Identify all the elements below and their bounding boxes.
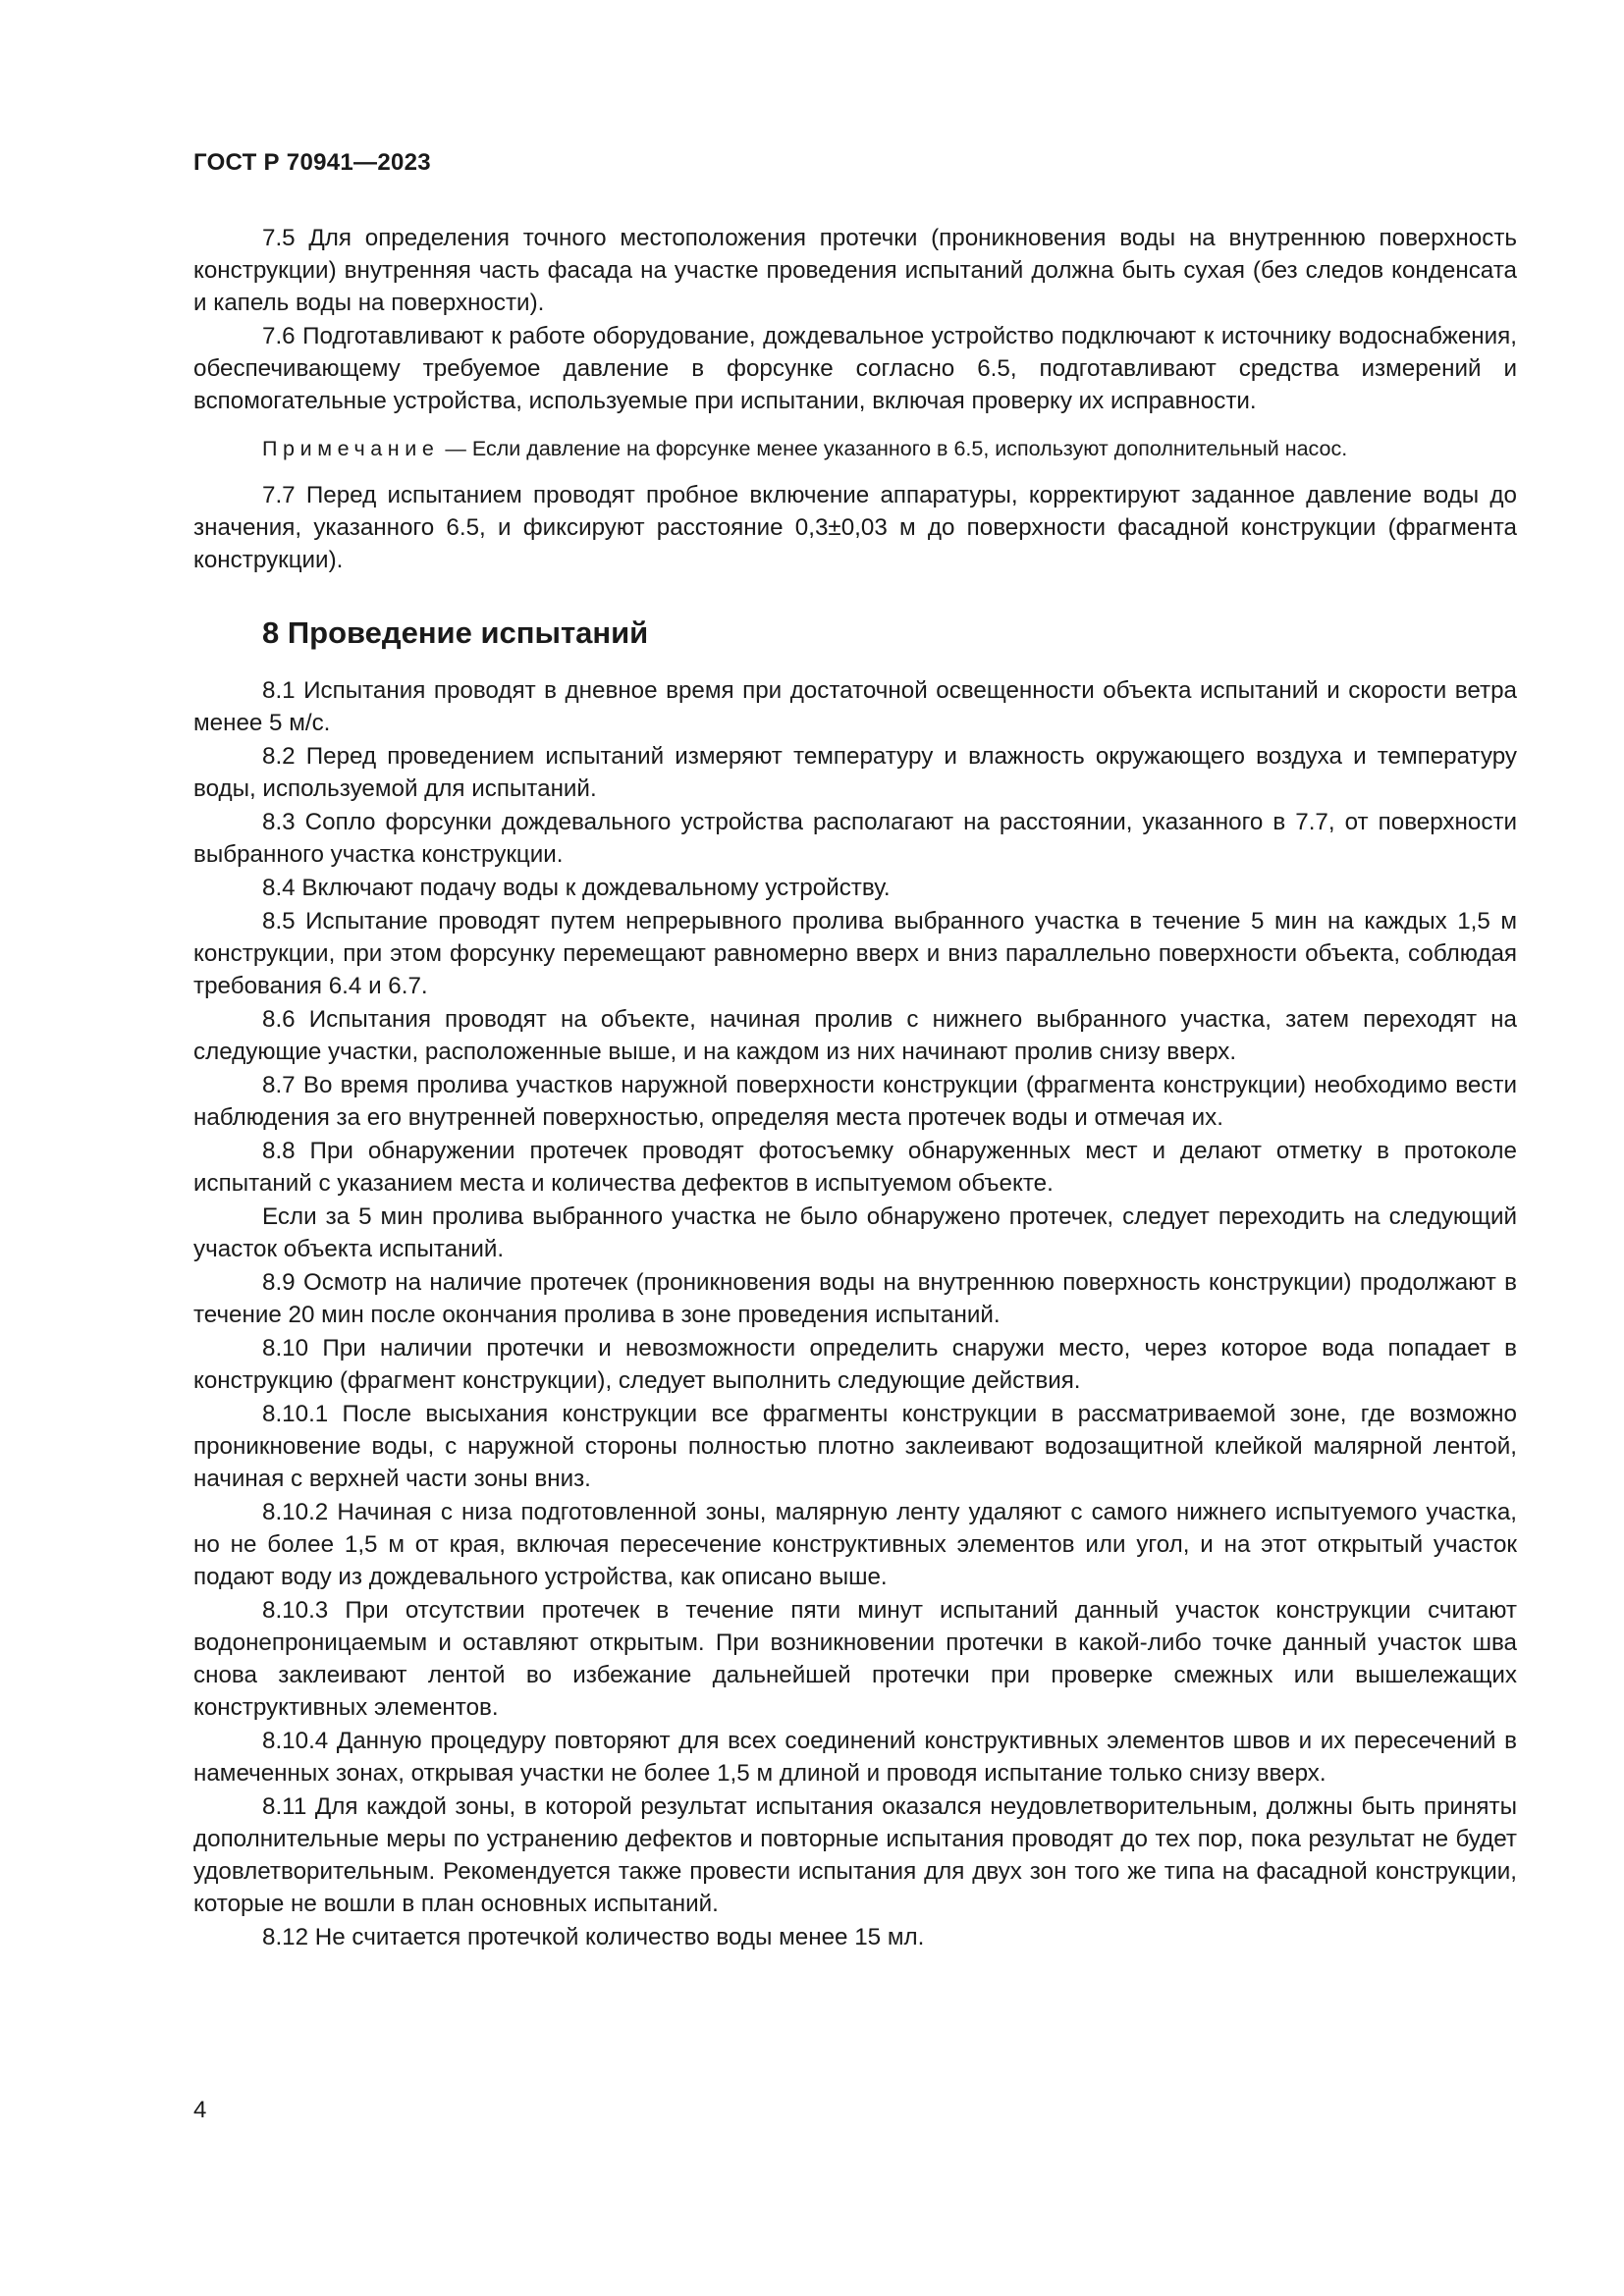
paragraph-8-10: 8.10 При наличии протечки и невозможности определить снаружи место, через которое вода попадает в конструкцию (фрагмент конструкции), следует выполнить следующие действия.	[193, 1335, 1517, 1394]
paragraph-8-11: 8.11 Для каждой зоны, в которой результат испытания оказался неудовлетворительным, должны быть приняты дополнительные меры по устранению дефектов и повторные испытания проводят до тех пор, пока результат не будет удовлетворительным. Рекомендуется также провести испытания для двух зон того же типа на фасадной конструкции, которые не вошли в план основных испытаний.	[193, 1793, 1517, 1917]
note-text: — Если давление на форсунке менее указанного в 6.5, используют дополнительный насос.	[439, 437, 1348, 460]
paragraph-8-6: 8.6 Испытания проводят на объекте, начиная пролив с нижнего выбранного участка, затем переходят на следующие участки, расположенные выше, и на каждом из них начинают пролив снизу вверх.	[193, 1006, 1517, 1065]
paragraph-8-2: 8.2 Перед проведением испытаний измеряют температуру и влажность окружающего воздуха и температуру воды, используемой для испытаний.	[193, 743, 1517, 802]
paragraph-8-12: 8.12 Не считается протечкой количество воды менее 15 мл.	[262, 1924, 925, 1950]
document-code-header: ГОСТ Р 70941—2023	[193, 149, 431, 176]
note-label: Примечание	[262, 437, 440, 460]
document-body	[193, 222, 1517, 1953]
paragraph-7-5: 7.5 Для определения точного местоположения протечки (проникновения воды на внутреннюю поверхность конструкции) внутренняя часть фасада на участке проведения испытаний должна быть сухая (без следов конденсата и капель воды на поверхности).	[193, 225, 1517, 316]
paragraph-8-4: 8.4 Включают подачу воды к дождевальному устройству.	[262, 875, 891, 901]
paragraph-8-8: 8.8 При обнаружении протечек проводят фотосъемку обнаруженных мест и делают отметку в протоколе испытаний с указанием места и количества дефектов в испытуемом объекте.	[193, 1138, 1517, 1197]
paragraph-7-6: 7.6 Подготавливают к работе оборудование, дождевальное устройство подключают к источнику водоснабжения, обеспечивающему требуемое давление в форсунке согласно 6.5, подготавливают средства измерений и вспомогательные устройства, используемые при испытании, включая проверку их исправности.	[193, 323, 1517, 414]
section-title: 8 Проведение испытаний	[262, 615, 649, 650]
paragraph-8-9: 8.9 Осмотр на наличие протечек (проникновения воды на внутреннюю поверхность конструкции) продолжают в течение 20 мин после окончания пролива в зоне проведения испытаний.	[193, 1269, 1517, 1328]
paragraph-8-8-continued: Если за 5 мин пролива выбранного участка не было обнаружено протечек, следует переходить на следующий участок объекта испытаний.	[193, 1203, 1517, 1262]
paragraph-8-10-1: 8.10.1 После высыхания конструкции все фрагменты конструкции в рассматриваемой зоне, где возможно проникновение воды, с наружной стороны полностью плотно заклеивают водозащитной клейкой малярной лентой, начиная с верхней части зоны вниз.	[193, 1401, 1517, 1492]
note-paragraph	[193, 433, 1517, 465]
paragraph-8-10-4: 8.10.4 Данную процедуру повторяют для всех соединений конструктивных элементов швов и их пересечений в намеченных зонах, открывая участки не более 1,5 м длиной и проводя испытание только снизу вверх.	[193, 1728, 1517, 1787]
page-number: 4	[193, 2097, 207, 2123]
paragraph-8-3: 8.3 Сопло форсунки дождевального устройства располагают на расстоянии, указанного в 7.7, от поверхности выбранного участка конструкции.	[193, 809, 1517, 868]
paragraph-8-7: 8.7 Во время пролива участков наружной поверхности конструкции (фрагмента конструкции) необходимо вести наблюдения за его внутренней поверхностью, определяя места протечек воды и отмечая их.	[193, 1072, 1517, 1131]
paragraph-8-10-2: 8.10.2 Начиная с низа подготовленной зоны, малярную ленту удаляют с самого нижнего испытуемого участка, но не более 1,5 м от края, включая пересечение конструктивных элементов или угол, и на этот открытый участок подают воду из дождевального устройства, как описано выше.	[193, 1499, 1517, 1590]
paragraph-8-10-3: 8.10.3 При отсутствии протечек в течение пяти минут испытаний данный участок конструкции считают водонепроницаемым и оставляют открытым. При возникновении протечки в какой-либо точке данный участок шва снова заклеивают лентой во избежание дальнейшей протечки при проверке смежных или вышележащих конструктивных элементов.	[193, 1597, 1517, 1721]
paragraph-8-5: 8.5 Испытание проводят путем непрерывного пролива выбранного участка в течение 5 мин на каждых 1,5 м конструкции, при этом форсунку перемещают равномерно вверх и вниз параллельно поверхности объекта, соблюдая требования 6.4 и 6.7.	[193, 908, 1517, 999]
paragraph-7-7: 7.7 Перед испытанием проводят пробное включение аппаратуры, корректируют заданное давление воды до значения, указанного 6.5, и фиксируют расстояние 0,3±0,03 м до поверхности фасадной конструкции (фрагмента конструкции).	[193, 482, 1517, 573]
paragraph-8-1: 8.1 Испытания проводят в дневное время при достаточной освещенности объекта испытаний и скорости ветра менее 5 м/с.	[193, 677, 1517, 736]
